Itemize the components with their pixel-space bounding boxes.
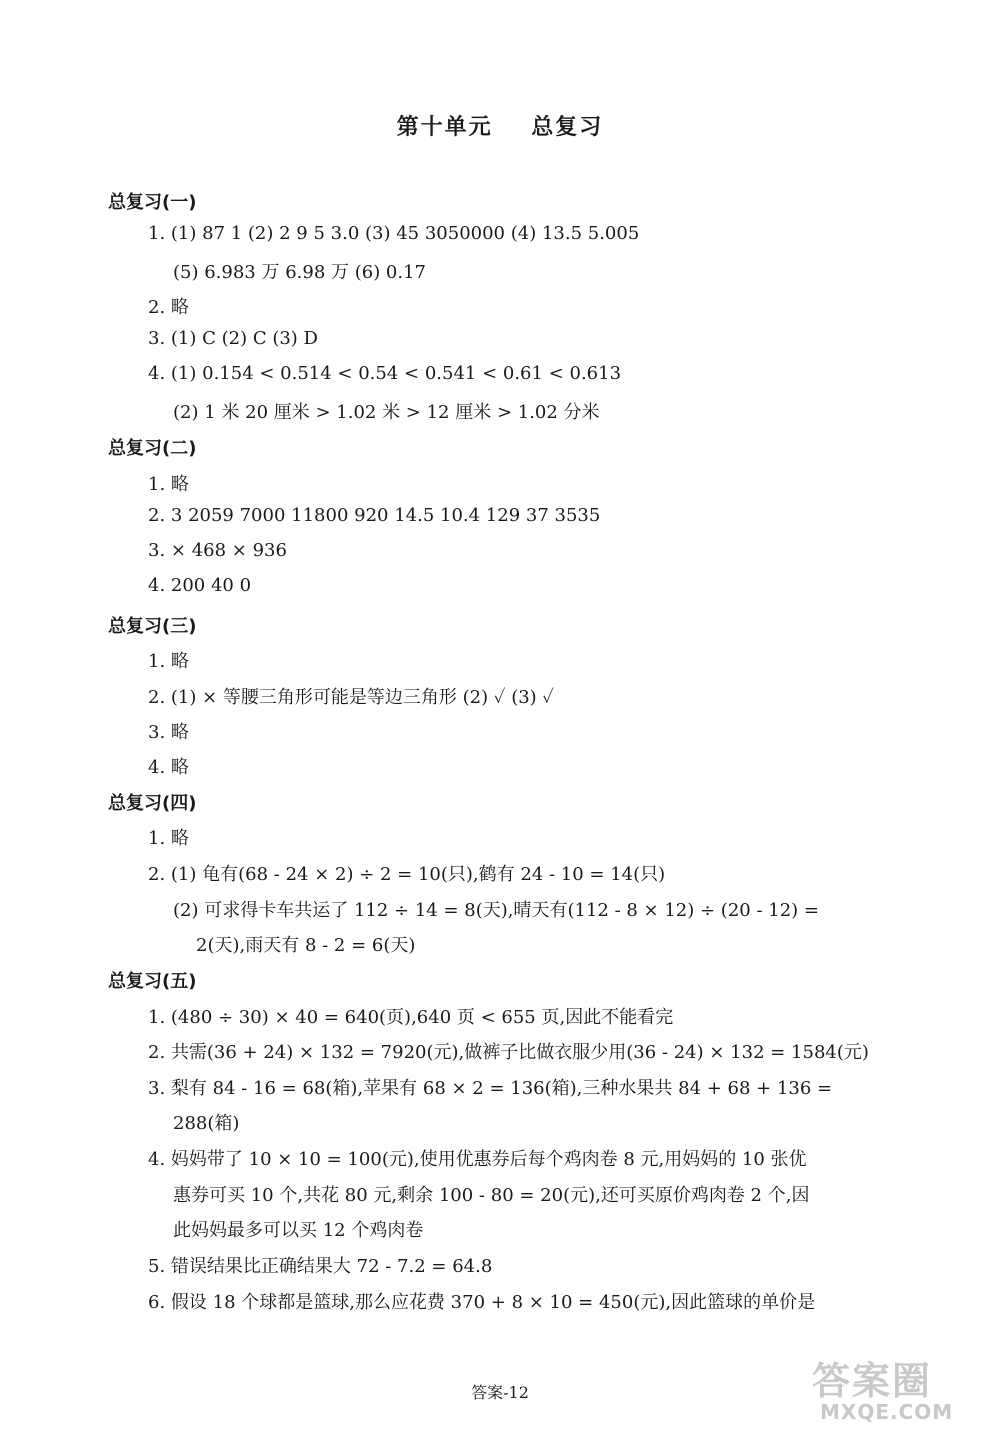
answer-line: (2) 1 米 20 厘米 > 1.02 米 > 12 厘米 > 1.02 分米 <box>173 402 600 423</box>
answer-line: 惠券可买 10 个,共花 80 元,剩余 100 - 80 = 20(元),还可买原价鸡肉卷 2 个,因 <box>173 1185 810 1206</box>
answer-line: 4. (1) 0.154 < 0.514 < 0.54 < 0.541 < 0.61 < 0.613 <box>148 363 622 384</box>
answer-line: 2(天),雨天有 8 - 2 = 6(天) <box>196 935 416 956</box>
answer-line: (2) 可求得卡车共运了 112 ÷ 14 = 8(天),晴天有(112 - 8 × 12) ÷ (20 - 12) = <box>173 900 819 921</box>
answer-line: 2. (1) × 等腰三角形可能是等边三角形 (2) ✓ (3) ✓ <box>148 687 555 708</box>
page-title: 第十单元 总复习 <box>396 115 604 140</box>
answer-line: 4. 200 40 0 <box>148 575 252 596</box>
answer-line: 5. 错误结果比正确结果大 72 - 7.2 = 64.8 <box>148 1256 493 1277</box>
section-heading-4: 总复习(四) <box>108 793 197 814</box>
answer-line: 1. (480 ÷ 30) × 40 = 640(页),640 页 < 655 页,因此不能看完 <box>148 1007 674 1028</box>
page-number: 答案-12 <box>471 1383 529 1402</box>
answer-line: 288(箱) <box>173 1113 240 1134</box>
section-heading-1: 总复习(一) <box>108 192 197 213</box>
answer-line: 6. 假设 18 个球都是篮球,那么应花费 370 + 8 × 10 = 450(元),因此篮球的单价是 <box>148 1292 816 1313</box>
answer-line: 1. 略 <box>148 651 189 672</box>
answer-line: 2. (1) 龟有(68 - 24 × 2) ÷ 2 = 10(只),鹤有 24 - 10 = 14(只) <box>148 864 666 885</box>
answer-line: 4. 妈妈带了 10 × 10 = 100(元),使用优惠券后每个鸡肉卷 8 元,用妈妈的 10 张优 <box>148 1149 807 1170</box>
answer-line: 1. (1) 87 1 (2) 2 9 5 3.0 (3) 45 3050000 (4) 13.5 5.005 <box>148 223 640 244</box>
answer-line: 4. 略 <box>148 757 189 778</box>
section-heading-2: 总复习(二) <box>108 438 197 459</box>
answer-line: 1. 略 <box>148 828 189 849</box>
section-heading-5: 总复习(五) <box>108 971 197 992</box>
answer-line: 1. 略 <box>148 474 189 495</box>
answer-line: 此妈妈最多可以买 12 个鸡肉卷 <box>173 1220 424 1241</box>
answer-line: 2. 3 2059 7000 11800 920 14.5 10.4 129 37 3535 <box>148 505 601 526</box>
answer-line: 3. × 468 × 936 <box>148 540 287 561</box>
answer-line: 2. 略 <box>148 297 189 318</box>
answer-line: 2. 共需(36 + 24) × 132 = 7920(元),做裤子比做衣服少用(36 - 24) × 132 = 1584(元) <box>148 1042 869 1063</box>
answer-line: 3. 略 <box>148 722 189 743</box>
section-heading-3: 总复习(三) <box>108 616 197 637</box>
watermark-text: 答案圈 <box>812 1359 933 1403</box>
watermark <box>812 1350 982 1430</box>
answer-line: (5) 6.983 万 6.98 万 (6) 0.17 <box>173 262 427 283</box>
watermark-url: MXQE.COM <box>820 1400 954 1424</box>
answer-line: 3. (1) C (2) C (3) D <box>148 328 318 349</box>
answer-line: 3. 梨有 84 - 16 = 68(箱),苹果有 68 × 2 = 136(箱),三种水果共 84 + 68 + 136 = <box>148 1078 833 1099</box>
